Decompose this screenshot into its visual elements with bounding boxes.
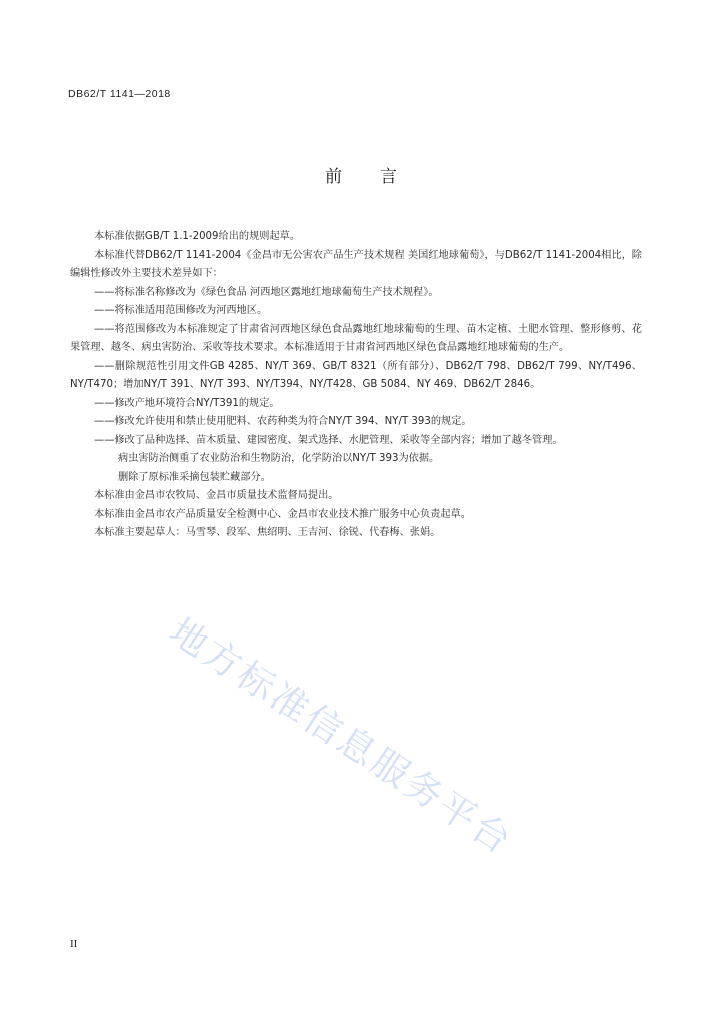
change-item-name: ——将标准名称修改为《绿色食品 河西地区露地红地球葡萄生产技术规程》。 [94,286,439,298]
paragraph-drafted-by: 本标准由金昌市农产品质量安全检测中心、金昌市农业技术推广服务中心负责起草。 [94,508,471,520]
watermark: 地方标准信息服务平台 [161,609,521,864]
paragraph-drafters: 本标准主要起草人：马雪琴、段军、焦绍明、王吉河、徐锐、代春梅、张娟。 [94,527,441,538]
page-number: II [70,938,78,950]
page-title-char-1: 前 [325,167,344,187]
paragraph-replaces: 本标准代替DB62/T 1141-2004《金昌市无公害农产品生产技术规程 美国红地球葡萄》，与DB62/T 1141-2004相比，除编辑性修改外主要技术差异如下： [70,249,642,279]
change-item-range: ——将范围修改为本标准规定了甘肃省河西地区绿色食品露地红地球葡萄的生理、苗木定植、土肥水管理、整形修剪、花果管理、越冬、病虫害防治、采收等技术要求。本标准适用于甘肃省河西地区绿色食品露地红地球葡萄的生产。 [70,323,642,353]
standard-code-header: DB62/T 1141—2018 [68,88,171,100]
foreword-body [70,228,642,543]
change-item-references: ——删除规范性引用文件GB 4285、NY/T 369、GB/T 8321（所有部分）、DB62/T 798、DB62/T 799、NY/T496、NY/T470；增加NY/T 391、NY/T 393、NY/T394、NY/T428、GB 5084、NY 469、DB62/T 2846。 [70,360,642,390]
change-item-pest-control: 病虫害防治侧重了农业防治和生物防治，化学防治以NY/T 393为依据。 [118,453,440,464]
change-item-deletion: 删除了原标准采摘包装贮藏部分。 [118,471,271,483]
page-title [0,162,724,187]
paragraph-drafting-rule: 本标准依据GB/T 1.1-2009给出的规则起草。 [94,231,301,242]
change-item-environment: ——修改产地环境符合NY/T391的规定。 [94,397,280,409]
change-item-scope: ——将标准适用范围修改为河西地区。 [94,305,268,316]
change-item-fertilizer: ——修改允许使用和禁止使用肥料、农药种类为符合NY/T 394、NY/T 393的规定。 [94,416,472,427]
page-title-char-2: 言 [380,167,399,187]
paragraph-proposed-by: 本标准由金昌市农牧局、金昌市质量技术监督局提出。 [94,490,339,501]
change-item-contents: ——修改了品种选择、苗木质量、建园密度、架式选择、水肥管理、采收等全部内容；增加了越冬管理。 [94,434,563,446]
